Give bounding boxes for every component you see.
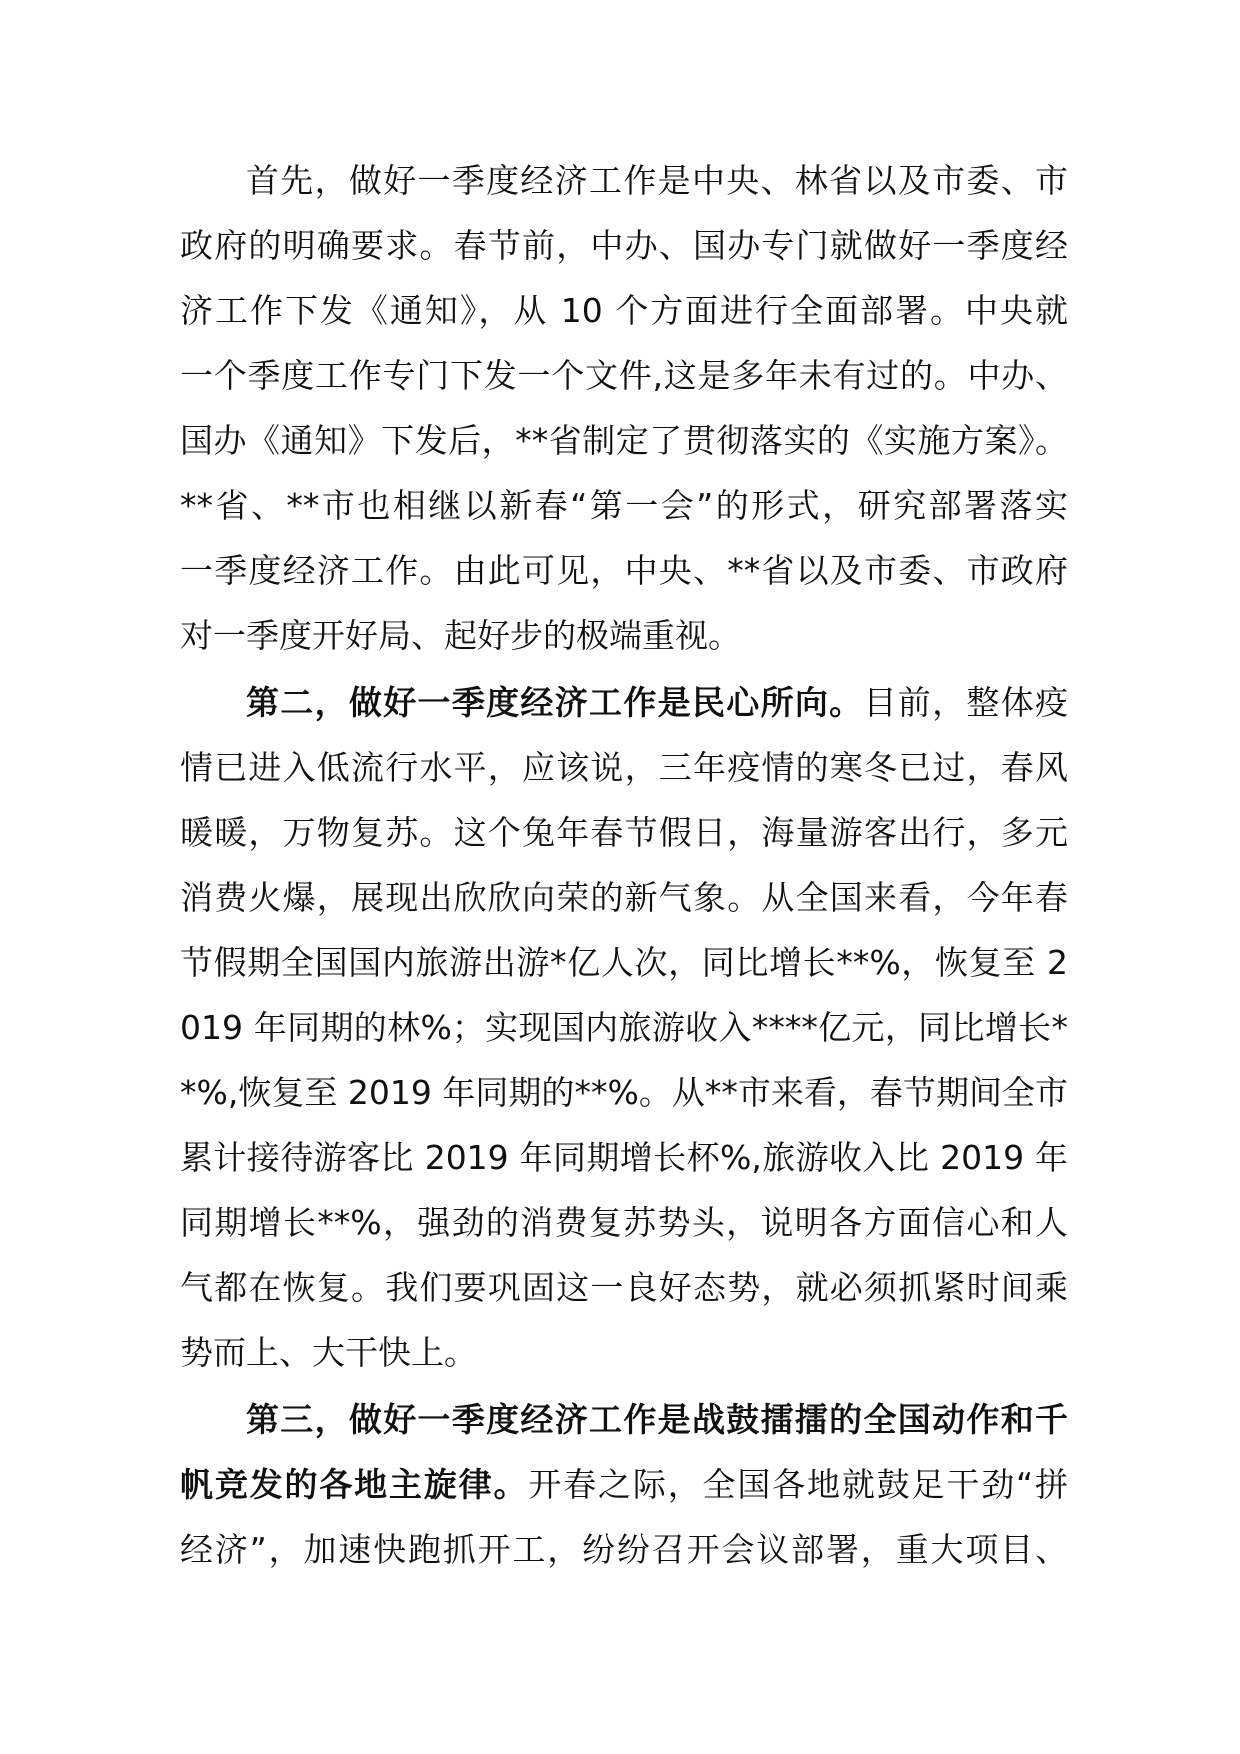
line-text: 一个季度工作专门下发一个文件,这是多年未有过的。中办、 (180, 356, 1068, 395)
line-text: 同期增长**%，强劲的消费复苏势头，说明各方面信心和人 (180, 1203, 1068, 1242)
text-line (180, 800, 1068, 865)
text-line (180, 473, 1068, 538)
text-line (180, 735, 1068, 800)
text-line (180, 538, 1068, 603)
paragraph-first (180, 148, 1068, 668)
text-line (180, 865, 1068, 930)
text-line (180, 1387, 1068, 1452)
text-line (180, 995, 1068, 1060)
line-text: *%,恢复至 2019 年同期的**%。从**市来看，春节期间全市 (180, 1073, 1068, 1112)
line-text: 019 年同期的林%；实现国内旅游收入****亿元，同比增长* (180, 1008, 1068, 1047)
text-line (180, 1517, 1068, 1582)
text-line (180, 1320, 1068, 1385)
line-text: 济工作下发《通知》，从 10 个方面进行全面部署。中央就 (180, 291, 1068, 330)
text-line (180, 278, 1068, 343)
line-text: 政府的明确要求。春节前，中办、国办专门就做好一季度经 (180, 226, 1068, 265)
line-text: 势而上、大干快上。 (180, 1333, 477, 1372)
line-text: 累计接待游客比 2019 年同期增长杯%,旅游收入比 2019 年 (180, 1138, 1068, 1177)
bold-lead: 第二，做好一季度经济工作是民心所向。 (246, 683, 864, 722)
bold-lead: 帆竞发的各地主旋律。 (180, 1465, 529, 1504)
line-text: 一季度经济工作。由此可见，中央、**省以及市委、市政府 (180, 551, 1068, 590)
text-line (180, 1125, 1068, 1190)
line-text: 经济”，加速快跑抓开工，纷纷召开会议部署，重大项目、 (180, 1530, 1068, 1569)
text-line (180, 1060, 1068, 1125)
text-line (180, 1255, 1068, 1320)
line-text: 国办《通知》下发后，**省制定了贯彻落实的《实施方案》。 (180, 421, 1068, 460)
text-line (180, 1190, 1068, 1255)
text-line (180, 408, 1068, 473)
line-text: 节假期全国国内旅游出游*亿人次，同比增长**%，恢复至 2 (180, 943, 1068, 982)
paragraph-third (180, 1387, 1068, 1582)
paragraph-second (180, 670, 1068, 1385)
text-line (180, 670, 1068, 735)
line-text: 开春之际，全国各地就鼓足干劲“拼 (528, 1465, 1068, 1504)
text-line (180, 148, 1068, 213)
line-text: 目前，整体疫 (863, 683, 1069, 722)
text-line (180, 343, 1068, 408)
text-line (180, 930, 1068, 995)
line-text: 消费火爆，展现出欣欣向荣的新气象。从全国来看，今年春 (180, 878, 1068, 917)
line-text: 对一季度开好局、起好步的极端重视。 (180, 616, 741, 655)
line-text: 情已进入低流行水平，应该说，三年疫情的寒冬已过，春风 (180, 748, 1068, 787)
text-line (180, 213, 1068, 278)
bold-lead: 第三，做好一季度经济工作是战鼓擂擂的全国动作和千 (246, 1400, 1068, 1439)
line-text: 首先，做好一季度经济工作是中央、林省以及市委、市 (246, 161, 1068, 200)
text-line (180, 603, 1068, 668)
line-text: 气都在恢复。我们要巩固这一良好态势，就必须抓紧时间乘 (180, 1268, 1068, 1307)
document-body (180, 148, 1068, 1584)
line-text: **省、**市也相继以新春“第一会”的形式，研究部署落实 (180, 486, 1068, 525)
line-text: 暖暖，万物复苏。这个兔年春节假日，海量游客出行，多元 (180, 813, 1068, 852)
text-line (180, 1452, 1068, 1517)
